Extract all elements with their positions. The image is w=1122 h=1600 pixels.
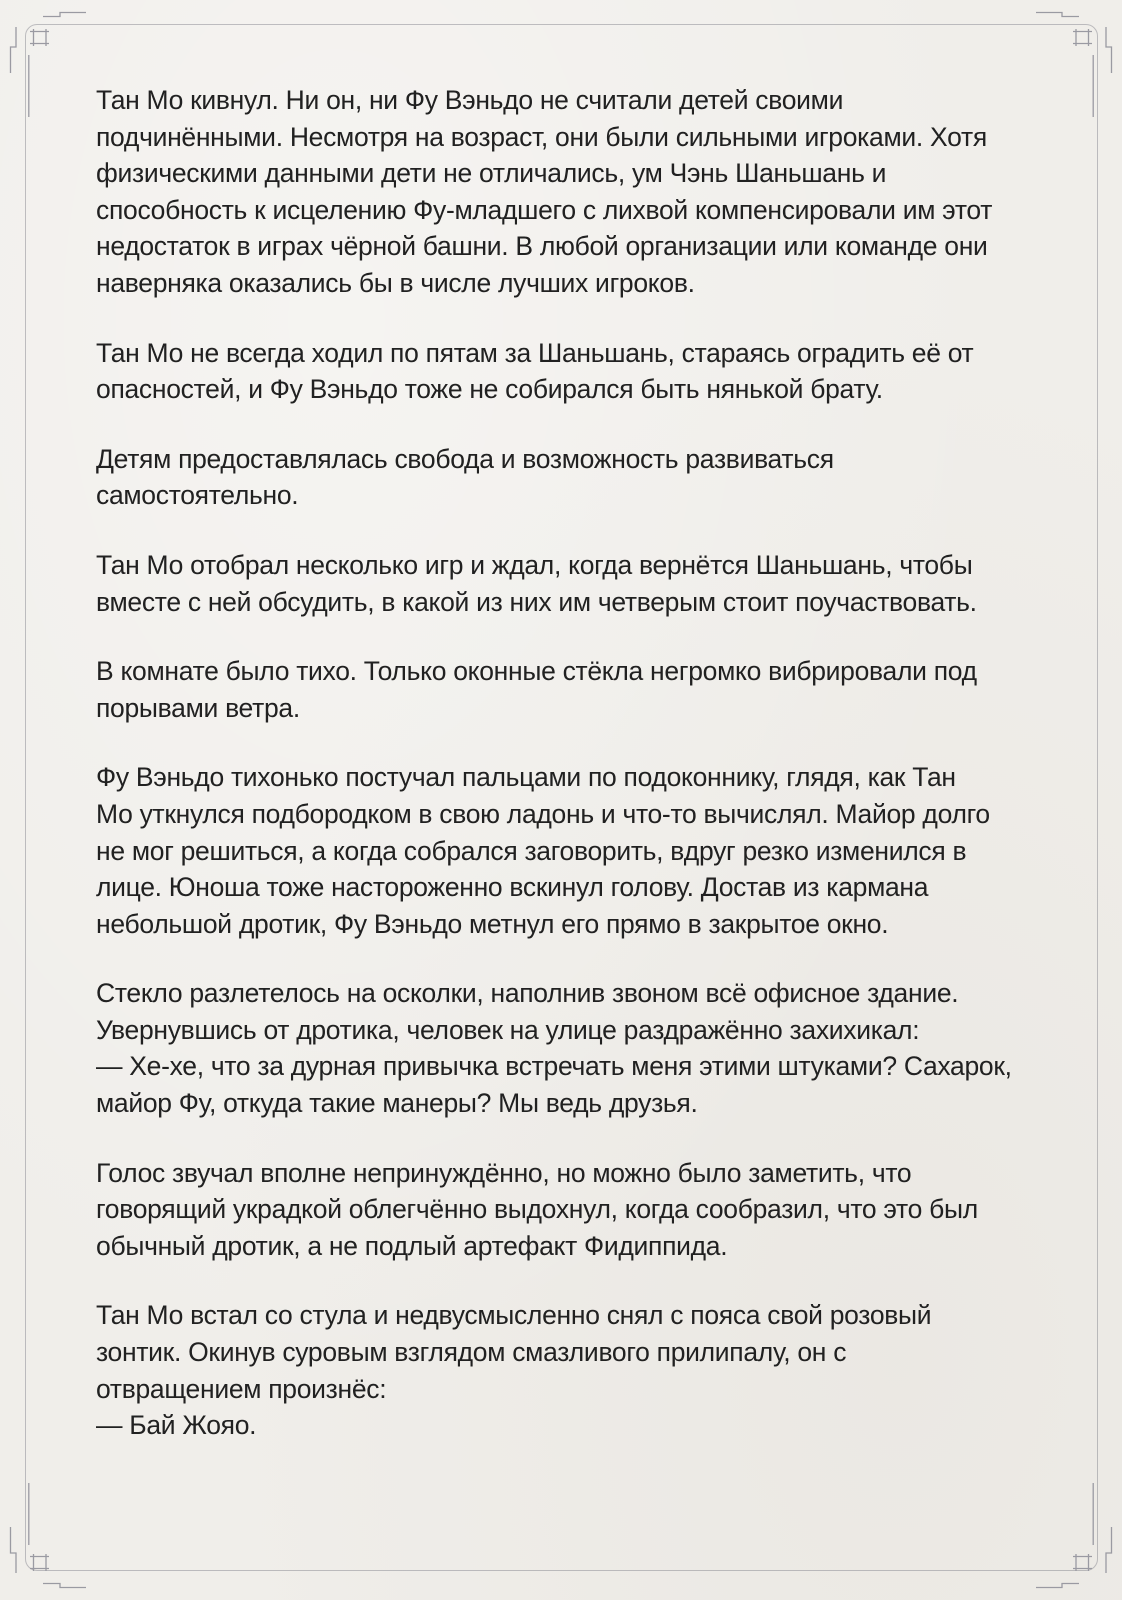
- text-line: Тан Мо кивнул. Ни он, ни Фу Вэньдо не считали детей своими: [96, 85, 844, 115]
- corner-ornament-bottom-right: [992, 1470, 1122, 1600]
- text-line: Тан Мо встал со стула и недвусмысленно снял с пояса свой розовый: [96, 1300, 932, 1331]
- paragraph: [96, 759, 1046, 942]
- text-line: наверняка оказались бы в числе лучших игроков.: [96, 267, 695, 298]
- paragraph: [96, 1297, 1046, 1443]
- text-line: обычный дротик, а не подлый артефакт Фидиппида.: [96, 1230, 728, 1261]
- text-line: способность к исцелению Фу-младшего с лихвой компенсировали им этот: [96, 194, 993, 225]
- text-line: опасностей, и Фу Вэньдо тоже не собирался быть нянькой брату.: [96, 374, 883, 405]
- paragraph: [96, 547, 1046, 620]
- paragraph: [96, 975, 1046, 1121]
- text-line: — Бай Жояо.: [96, 1410, 257, 1441]
- text-line: отвращением произнёс:: [96, 1373, 387, 1404]
- paragraph: [96, 441, 1046, 514]
- text-line: небольшой дротик, Фу Вэньдо метнул его прямо в закрытое окно.: [96, 908, 889, 939]
- text-line: Фу Вэньдо тихонько постучал пальцами по подоконнику, глядя, как Тан: [96, 762, 956, 793]
- text-line: майор Фу, откуда такие манеры? Мы ведь друзья.: [96, 1088, 698, 1119]
- text-line: порывами ветра.: [96, 692, 300, 723]
- text-line: не мог решиться, а когда собрался заговорить, вдруг резко изменился в: [96, 835, 967, 866]
- text-line: лице. Юноша тоже настороженно вскинул голову. Достав из кармана: [96, 872, 929, 903]
- corner-ornament-bottom-left: [0, 1470, 130, 1600]
- text-line: Голос звучал вполне непринуждённо, но можно было заметить, что: [96, 1157, 912, 1188]
- text-line: Увернувшись от дротика, человек на улице раздражённо захихикал:: [96, 1014, 920, 1045]
- paragraph: [96, 1155, 1046, 1265]
- text-line: зонтик. Окинув суровым взглядом смазливого прилипалу, он с: [96, 1337, 847, 1368]
- paragraph: [96, 335, 1046, 408]
- text-line: недостаток в играх чёрной башни. В любой организации или команде они: [96, 231, 988, 262]
- paragraph: [96, 653, 1046, 726]
- text-line: В комнате было тихо. Только оконные стёкла негромко вибрировали под: [96, 656, 977, 687]
- text-line: Детям предоставлялась свобода и возможность развиваться: [96, 443, 834, 474]
- text-line: подчинёнными. Несмотря на возраст, они были сильными игроками. Хотя: [96, 121, 987, 152]
- text-line: Стекло разлетелось на осколки, наполнив звоном всё офисное здание.: [96, 978, 959, 1009]
- text-line: физическими данными дети не отличались, ум Чэнь Шаньшань и: [96, 158, 887, 189]
- text-line: Мо уткнулся подбородком в свою ладонь и что-то вычислял. Майор долго: [96, 798, 990, 829]
- text-line: — Хе-хе, что за дурная привычка встречать меня этими штуками? Сахарок,: [96, 1051, 1012, 1082]
- text-line: говорящий украдкой облегчённо выдохнул, когда сообразил, что это был: [96, 1194, 978, 1225]
- text-line: вместе с ней обсудить, в какой из них им четверым стоит поучаствовать.: [96, 586, 977, 617]
- text-line: Тан Мо отобрал несколько игр и ждал, когда вернётся Шаньшань, чтобы: [96, 549, 973, 580]
- page-text: [96, 82, 1046, 1477]
- paragraph: [96, 82, 1046, 302]
- text-line: самостоятельно.: [96, 480, 299, 511]
- text-line: Тан Мо не всегда ходил по пятам за Шаньшань, стараясь оградить её от: [96, 337, 974, 368]
